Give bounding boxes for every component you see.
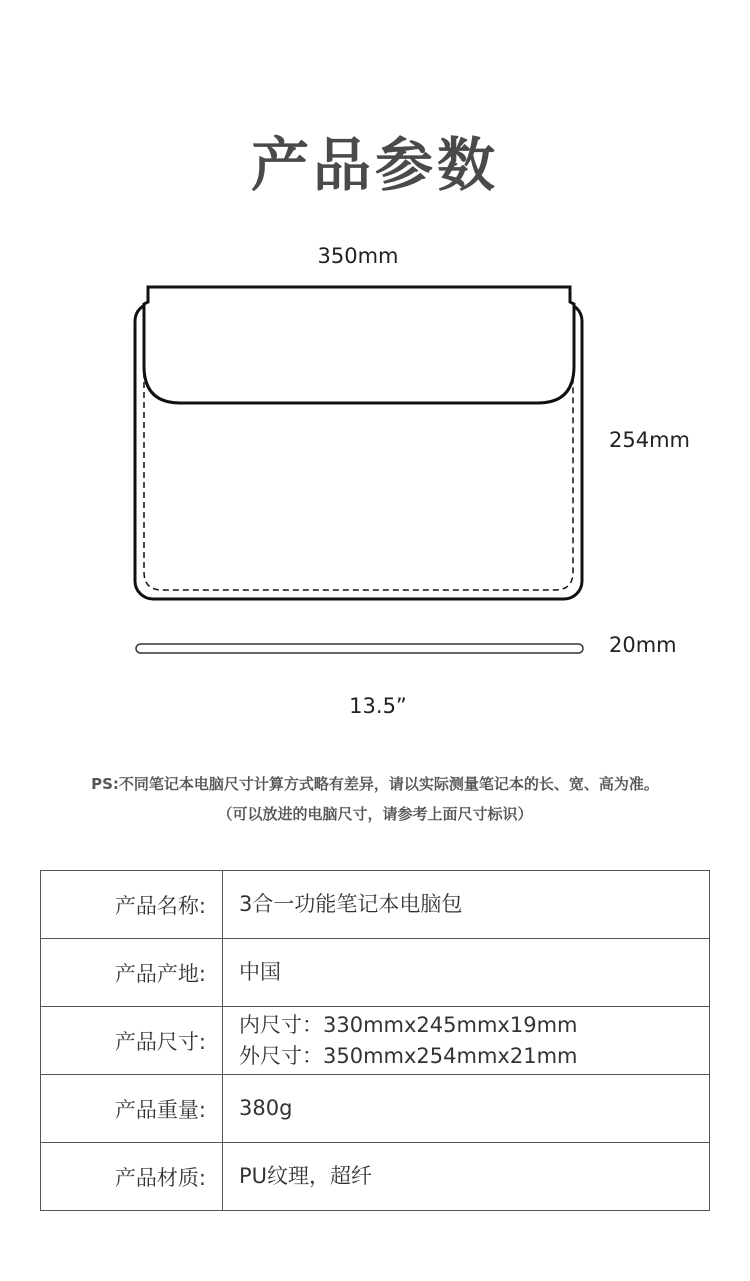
- height-dimension-label: 254mm: [609, 428, 690, 452]
- table-row: [41, 939, 710, 1007]
- spec-value: [223, 871, 710, 939]
- measurement-note-sub: （可以放进的电脑尺寸，请参考上面尺寸标识）: [217, 805, 533, 823]
- spec-value: [223, 1075, 710, 1143]
- spec-value-line: 中国: [239, 960, 281, 984]
- table-row: [41, 1075, 710, 1143]
- spec-label: 产品材质:: [41, 1143, 223, 1211]
- table-row: [41, 871, 710, 939]
- spec-value-line: 380g: [239, 1096, 293, 1120]
- measurement-note: PS:不同笔记本电脑尺寸计算方式略有差异，请以实际测量笔记本的长、宽、高为准。: [91, 775, 659, 793]
- table-row: [41, 1007, 710, 1075]
- spec-label: 产品尺寸:: [41, 1007, 223, 1075]
- spec-table: [40, 870, 710, 1211]
- spec-value-line: 3合一功能笔记本电脑包: [239, 892, 463, 916]
- spec-value: [223, 939, 710, 1007]
- width-dimension-label: 350mm: [317, 244, 399, 268]
- spec-label: 产品名称:: [41, 871, 223, 939]
- spec-value: [223, 1143, 710, 1211]
- spec-value-line: 外尺寸：350mmx254mmx21mm: [239, 1043, 578, 1068]
- spec-label: 产品产地:: [41, 939, 223, 1007]
- spec-value: [223, 1007, 710, 1075]
- spec-value-line: PU纹理，超纤: [239, 1164, 373, 1188]
- sleeve-side-profile: [136, 644, 583, 653]
- screen-size-label: 13.5”: [349, 694, 407, 718]
- table-row: [41, 1143, 710, 1211]
- spec-value-line: 内尺寸：330mmx245mmx19mm: [239, 1012, 578, 1037]
- thickness-dimension-label: 20mm: [609, 633, 677, 657]
- spec-label: 产品重量:: [41, 1075, 223, 1143]
- sleeve-flap: [144, 287, 574, 403]
- page-title: 产品参数: [250, 131, 499, 199]
